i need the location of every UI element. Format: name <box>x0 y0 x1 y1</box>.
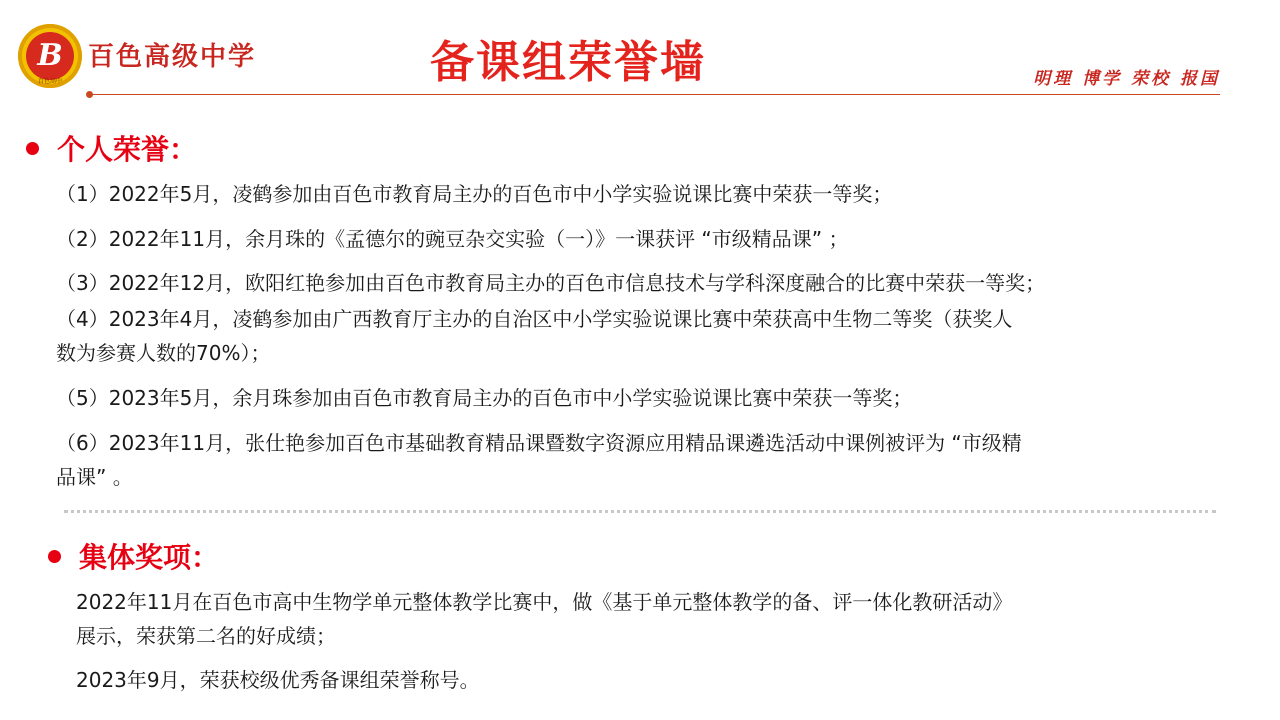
logo-caption: 百色高中 <box>37 78 62 85</box>
header-divider <box>92 94 1220 95</box>
personal-item: （6）2023年11月，张仕艳参加百色市基础教育精品课暨数字资源应用精品课遴选活动中课例被评为 “市级精 <box>56 431 1022 455</box>
collective-item-continued: 展示，荣获第二名的好成绩； <box>76 624 336 648</box>
page-title: 备课组荣誉墙 <box>430 37 706 88</box>
school-motto: 明理 博学 荣校 报国 <box>1033 69 1220 89</box>
collective-item: 2023年9月，荣获校级优秀备课组荣誉称号。 <box>76 668 480 692</box>
personal-heading-label: 个人荣誉： <box>57 133 198 166</box>
personal-item: （1）2022年5月，凌鹤参加由百色市教育局主办的百色市中小学实验说课比赛中荣获一等奖； <box>56 182 893 206</box>
personal-item-continued: 数为参赛人数的70%）； <box>56 341 271 365</box>
personal-item: （3）2022年12月，欧阳红艳参加由百色市教育局主办的百色市信息技术与学科深度融合的比赛中荣获一等奖； <box>56 271 1046 295</box>
school-name: 百色高级中学 <box>88 42 257 72</box>
personal-section-heading <box>26 128 197 168</box>
school-logo <box>18 24 82 88</box>
bullet-icon <box>26 142 39 155</box>
personal-item: （4）2023年4月，凌鹤参加由广西教育厅主办的自治区中小学实验说课比赛中荣获高中生物二等奖（获奖人 <box>56 307 1013 331</box>
bullet-icon <box>48 550 61 563</box>
collective-heading-label: 集体奖项： <box>79 541 220 574</box>
section-divider <box>64 510 1216 513</box>
collective-item: 2022年11月在百色市高中生物学单元整体教学比赛中，做《基于单元整体教学的备、评一体化教研活动》 <box>76 590 1013 614</box>
logo-letter: B <box>26 32 74 80</box>
personal-item: （5）2023年5月，余月珠参加由百色市教育局主办的百色市中小学实验说课比赛中荣获一等奖； <box>56 386 913 410</box>
personal-item-continued: 品课” 。 <box>56 465 133 489</box>
collective-section-heading <box>48 536 219 576</box>
personal-item: （2）2022年11月，余月珠的《孟德尔的豌豆杂交实验（一）》一课获评 “市级精品课” ； <box>56 227 849 251</box>
